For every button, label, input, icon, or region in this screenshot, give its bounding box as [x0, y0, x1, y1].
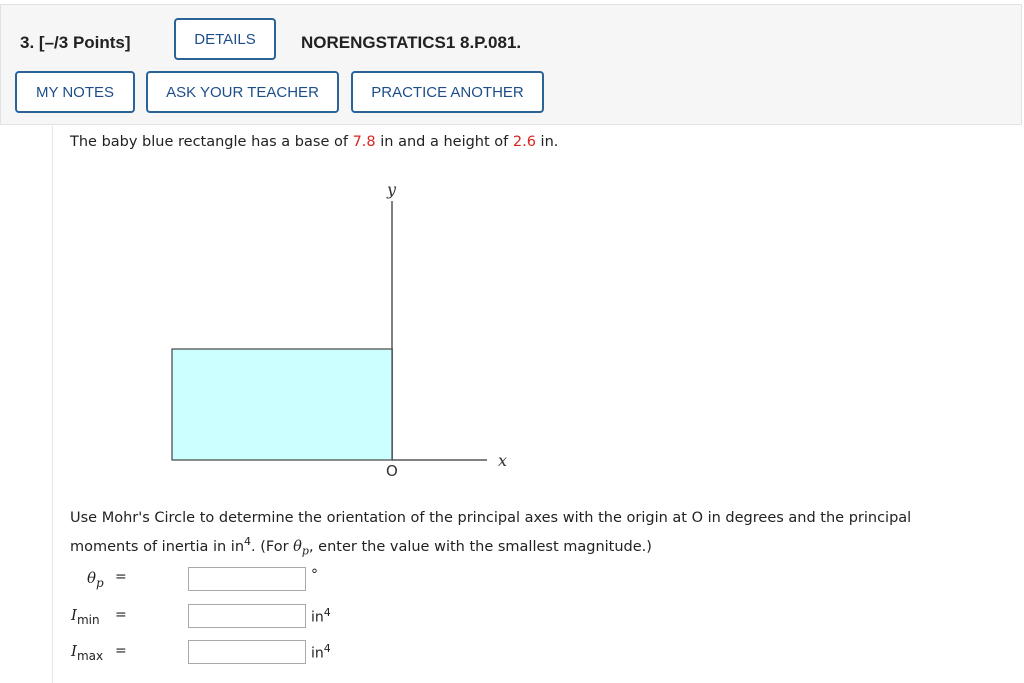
imin-unit-text: in — [311, 609, 324, 626]
theta-p-label — [87, 569, 104, 590]
my-notes-button[interactable] — [15, 71, 135, 113]
prompt-theta: θ — [293, 538, 302, 555]
theta-p-input[interactable] — [188, 567, 306, 591]
my-notes-label: MY NOTES — [35, 83, 115, 101]
imax-label — [71, 642, 103, 663]
practice-another-label: PRACTICE ANOTHER — [371, 83, 524, 101]
theta-subscript: p — [96, 576, 104, 590]
intro-text-3: in. — [535, 134, 559, 150]
imin-unit — [311, 606, 331, 626]
intro-text-2: in and a height of — [375, 134, 513, 150]
imax-unit-sup: 4 — [323, 642, 331, 655]
practice-another-button[interactable] — [351, 71, 544, 113]
prompt-text-a: moments of inertia in in — [70, 538, 245, 555]
base-value: 7.8 — [352, 134, 376, 150]
imax-symbol: I — [71, 642, 77, 660]
question-number: 3. — [20, 33, 35, 52]
details-button-label: DETAILS — [194, 30, 256, 48]
prompt-line-1: Use Mohr's Circle to determine the orientation of the principal axes with the origin at O in degrees and the principal — [70, 510, 912, 526]
height-value: 2.6 — [512, 134, 536, 150]
imax-input[interactable] — [188, 640, 306, 664]
y-axis-label: y — [387, 180, 397, 199]
imax-subscript: max — [76, 649, 104, 663]
rectangle-diagram — [153, 176, 573, 486]
imax-equals: = — [115, 643, 127, 659]
imin-symbol: I — [71, 606, 77, 624]
prompt-subscript: p — [301, 544, 309, 558]
imin-unit-sup: 4 — [323, 606, 331, 619]
prompt-text-b: . (For — [251, 538, 294, 555]
imax-unit-text: in — [311, 645, 324, 662]
theta-equals: = — [115, 569, 127, 585]
degree-unit: ° — [311, 567, 318, 583]
theta-symbol: θ — [87, 569, 97, 587]
imin-subscript: min — [76, 613, 100, 627]
ask-teacher-label: ASK YOUR TEACHER — [166, 83, 319, 101]
question-header — [0, 4, 1022, 125]
details-button[interactable] — [174, 18, 276, 60]
ask-your-teacher-button[interactable] — [146, 71, 339, 113]
baby-blue-rectangle — [172, 349, 392, 460]
imin-equals: = — [115, 607, 127, 623]
intro-text-1: The baby blue rectangle has a base of — [70, 134, 353, 150]
imin-label — [71, 606, 100, 627]
origin-label: O — [386, 462, 398, 480]
question-label — [20, 33, 131, 53]
imin-input[interactable] — [188, 604, 306, 628]
question-body — [52, 126, 1023, 683]
prompt-superscript: 4 — [244, 535, 252, 548]
question-points: [–/3 Points] — [38, 33, 131, 52]
problem-code: NORENGSTATICS1 8.P.081. — [301, 33, 522, 52]
imax-unit — [311, 642, 331, 662]
prompt-text-c: , enter the value with the smallest magnitude.) — [308, 538, 652, 555]
problem-intro — [70, 134, 558, 150]
prompt-line-2 — [70, 535, 652, 558]
x-axis-label: x — [498, 451, 508, 470]
